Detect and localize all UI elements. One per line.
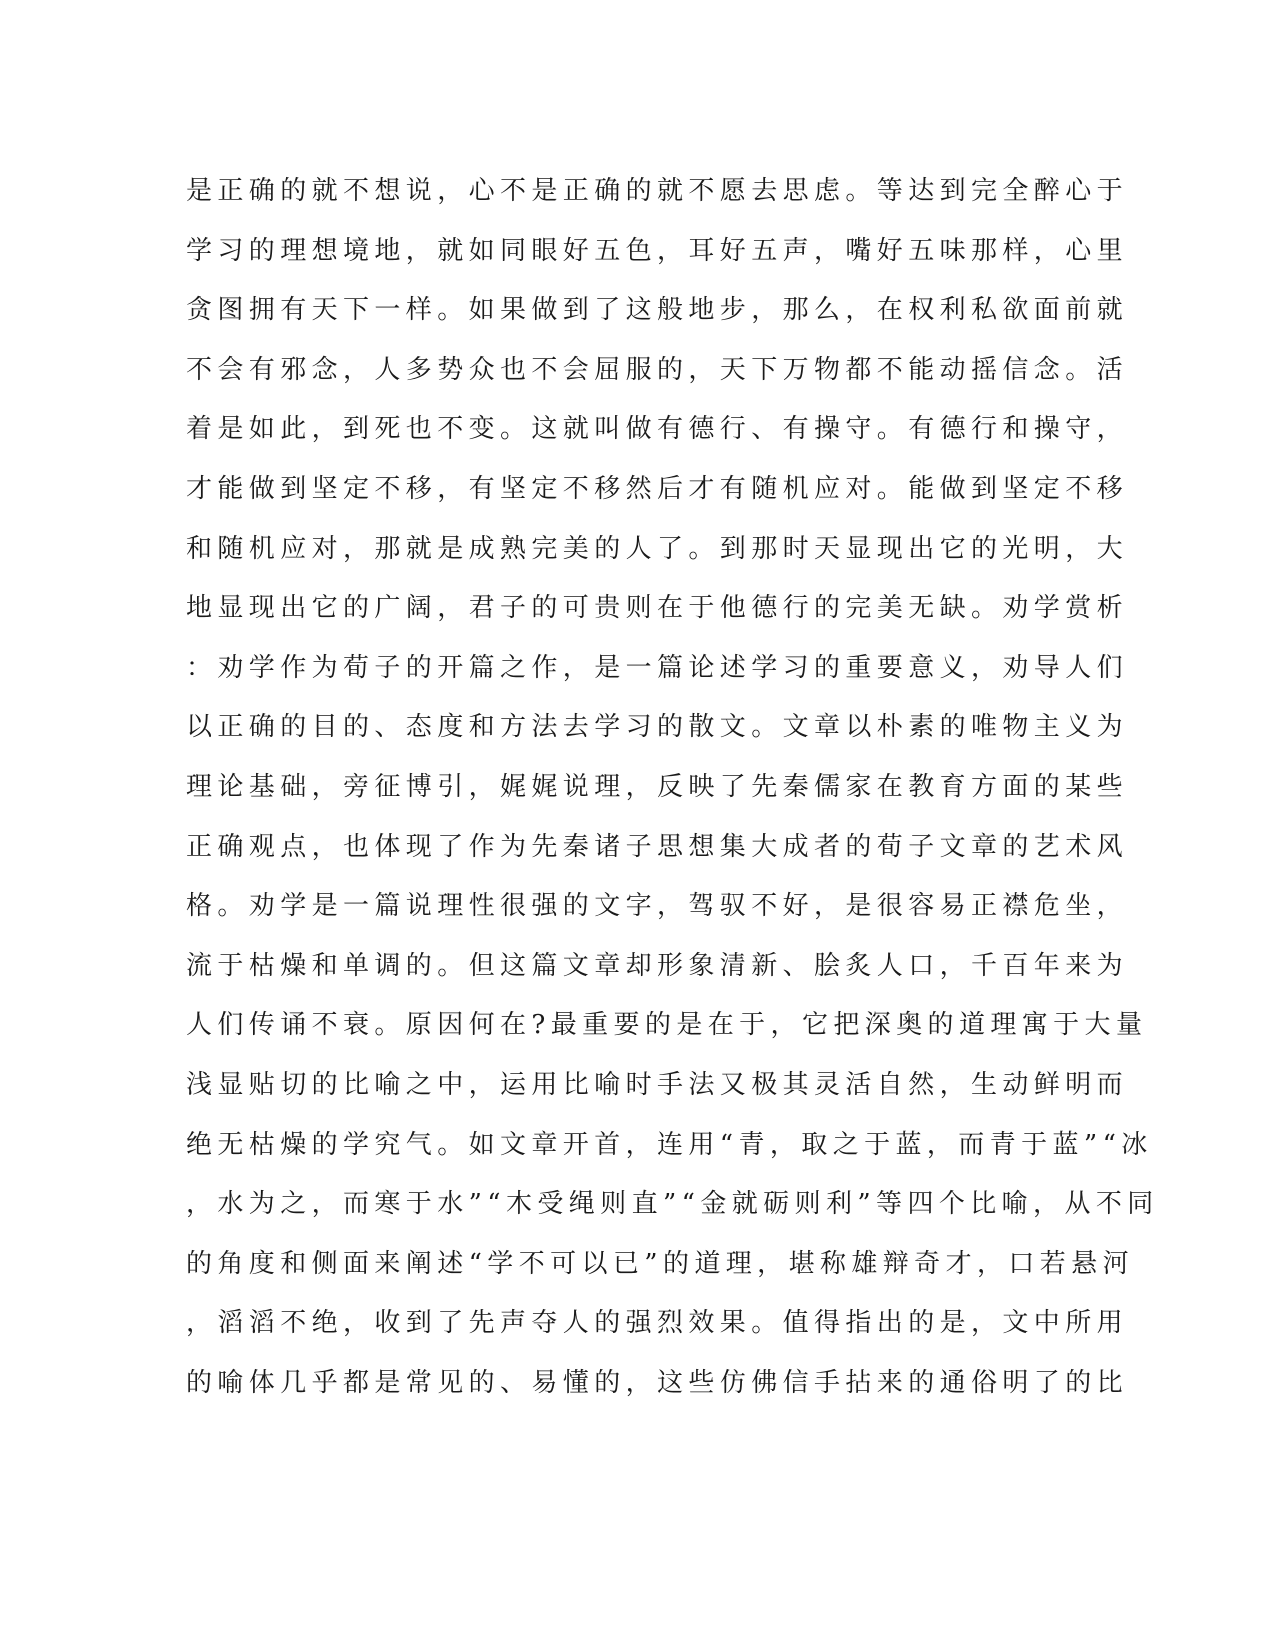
text-line: 格。劝学是一篇说理性很强的文字，驾驭不好，是很容易正襟危坐， xyxy=(186,891,1129,922)
text-line: 浅显贴切的比喻之中，运用比喻时手法又极其灵活自然，生动鲜明而 xyxy=(186,1069,1129,1100)
text-line: 的喻体几乎都是常见的、易懂的，这些仿佛信手拈来的通俗明了的比 xyxy=(186,1367,1129,1398)
text-line: 是正确的就不想说，心不是正确的就不愿去思虑。等达到完全醉心于 xyxy=(186,176,1129,206)
text-line: 人们传诵不衰。原因何在?最重要的是在于，它把深奥的道理寓于大量 xyxy=(186,1010,1148,1041)
text-line: 理论基础，旁征博引，娓娓说理，反映了先秦儒家在教育方面的某些 xyxy=(186,771,1129,802)
text-line: 正确观点，也体现了作为先秦诸子思想集大成者的荀子文章的艺术风 xyxy=(186,831,1129,862)
text-line: 学习的理想境地，就如同眼好五色，耳好五声，嘴好五味那样，心里 xyxy=(186,235,1129,266)
text-line: ，水为之，而寒于水”“木受绳则直”“金就砺则利”等四个比喻，从不同 xyxy=(186,1189,1159,1220)
text-line: 流于枯燥和单调的。但这篇文章却形象清新、脍炙人口，千百年来为 xyxy=(186,950,1129,981)
text-line: 不会有邪念，人多势众也不会屈服的，天下万物都不能动摇信念。活 xyxy=(186,354,1129,385)
text-line: 和随机应对，那就是成熟完美的人了。到那时天显现出它的光明，大 xyxy=(186,533,1129,564)
text-line: 绝无枯燥的学究气。如文章开首，连用“青，取之于蓝，而青于蓝”“冰 xyxy=(186,1129,1153,1160)
text-line: 地显现出它的广阔，君子的可贵则在于他德行的完美无缺。劝学赏析 xyxy=(186,593,1129,624)
text-line: 贪图拥有天下一样。如果做到了这般地步，那么，在权利私欲面前就 xyxy=(186,295,1129,326)
text-line: 着是如此，到死也不变。这就叫做有德行、有操守。有德行和操守， xyxy=(186,414,1129,445)
text-line: 以正确的目的、态度和方法去学习的散文。文章以朴素的唯物主义为 xyxy=(186,712,1129,743)
text-line: ：劝学作为荀子的开篇之作，是一篇论述学习的重要意义，劝导人们 xyxy=(186,652,1129,683)
text-line: 才能做到坚定不移，有坚定不移然后才有随机应对。能做到坚定不移 xyxy=(186,473,1129,504)
text-line: 的角度和侧面来阐述“学不可以已”的道理，堪称雄辩奇才，口若悬河 xyxy=(186,1248,1134,1279)
text-line: ，滔滔不绝，收到了先声夺人的强烈效果。值得指出的是，文中所用 xyxy=(186,1308,1129,1339)
body-text xyxy=(186,162,1159,1413)
